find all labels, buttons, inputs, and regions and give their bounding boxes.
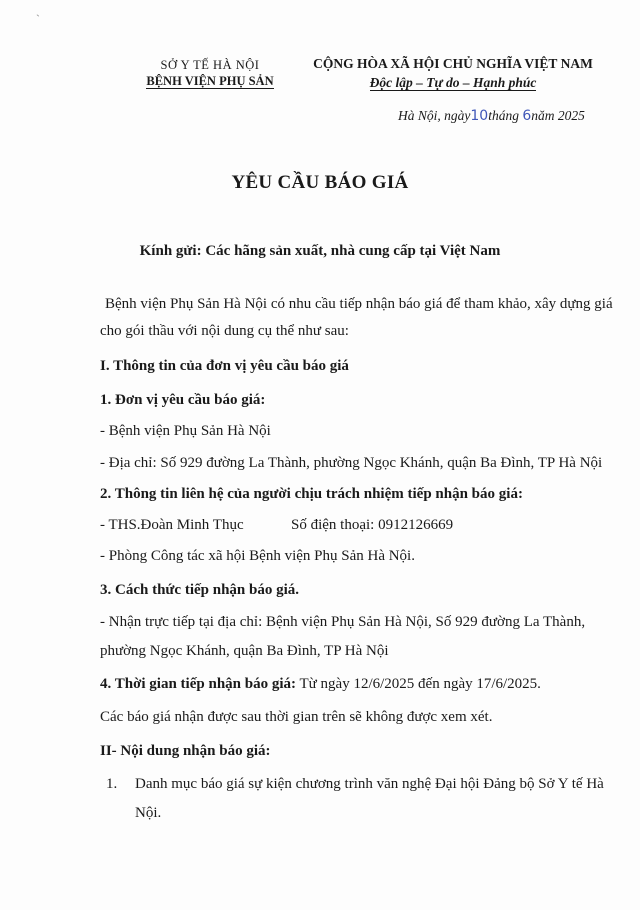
- late-note: Các báo giá nhận được sau thời gian trên sẽ không được xem xét.: [100, 709, 493, 725]
- sub3-line-1: - Nhận trực tiếp tại địa chỉ: Bệnh viện Phụ Sản Hà Nội, Số 929 đường La Thành,: [100, 614, 586, 630]
- national-title: CỘNG HÒA XÃ HỘI CHỦ NGHĨA VIỆT NAM: [313, 56, 593, 71]
- list-item-line-2: Nội.: [135, 805, 162, 821]
- section1-heading: I. Thông tin của đơn vị yêu cầu báo giá: [100, 358, 349, 374]
- intro-line-1: Bệnh viện Phụ Sản Hà Nội có nhu cầu tiếp nhận báo giá để tham khảo, xây dựng giá: [105, 296, 613, 312]
- intro-line-2: cho gói thầu với nội dung cụ thể như sau:: [100, 323, 349, 339]
- date-month-handwritten: 6: [522, 108, 532, 124]
- sub2-person: - THS.Đoàn Minh Thục: [100, 517, 244, 533]
- org-parent-name: SỞ Y TẾ HÀ NỘI: [160, 58, 260, 72]
- document-date: [398, 108, 585, 124]
- date-month-label: tháng: [488, 108, 519, 123]
- date-suffix: năm 2025: [531, 108, 585, 123]
- addressee-line: Kính gửi: Các hãng sản xuất, nhà cung cấp tại Việt Nam: [139, 243, 501, 259]
- national-motto: [298, 75, 608, 91]
- org-name: [130, 74, 290, 89]
- list-item-line-1: Danh mục báo giá sự kiện chương trình văn nghệ Đại hội Đảng bộ Sở Y tế Hà: [135, 776, 604, 792]
- sub1-unit: - Bệnh viện Phụ Sản Hà Nội: [100, 423, 271, 439]
- sub4-line: [100, 676, 541, 693]
- sub1-address: - Địa chỉ: Số 929 đường La Thành, phường Ngọc Khánh, quận Ba Đình, TP Hà Nội: [100, 455, 603, 471]
- date-day-handwritten: 10: [470, 108, 489, 124]
- sub1-heading: 1. Đơn vị yêu cầu báo giá:: [100, 392, 266, 408]
- org-name-text: BỆNH VIỆN PHỤ SẢN: [146, 74, 274, 88]
- sub3-heading: 3. Cách thức tiếp nhận báo giá.: [100, 582, 300, 598]
- scan-mark-icon: ˋ: [36, 12, 40, 26]
- document-title: YÊU CẦU BÁO GIÁ: [231, 172, 409, 193]
- section2-heading: II- Nội dung nhận báo giá:: [100, 743, 271, 759]
- sub4-value: Từ ngày 12/6/2025 đến ngày 17/6/2025.: [296, 676, 541, 692]
- sub2-heading: 2. Thông tin liên hệ của người chịu trách nhiệm tiếp nhận báo giá:: [100, 486, 523, 502]
- sub4-heading: 4. Thời gian tiếp nhận báo giá:: [100, 676, 297, 692]
- sub2-phone: Số điện thoại: 0912126669: [291, 517, 454, 533]
- sub2-department: - Phòng Công tác xã hội Bệnh viện Phụ Sản Hà Nội.: [100, 548, 415, 564]
- national-motto-text: Độc lập – Tự do – Hạnh phúc: [369, 75, 537, 90]
- date-prefix: Hà Nội, ngày: [398, 108, 471, 123]
- list-item-number: 1.: [106, 776, 118, 792]
- sub3-line-2: phường Ngọc Khánh, quận Ba Đình, TP Hà Nội: [100, 643, 389, 659]
